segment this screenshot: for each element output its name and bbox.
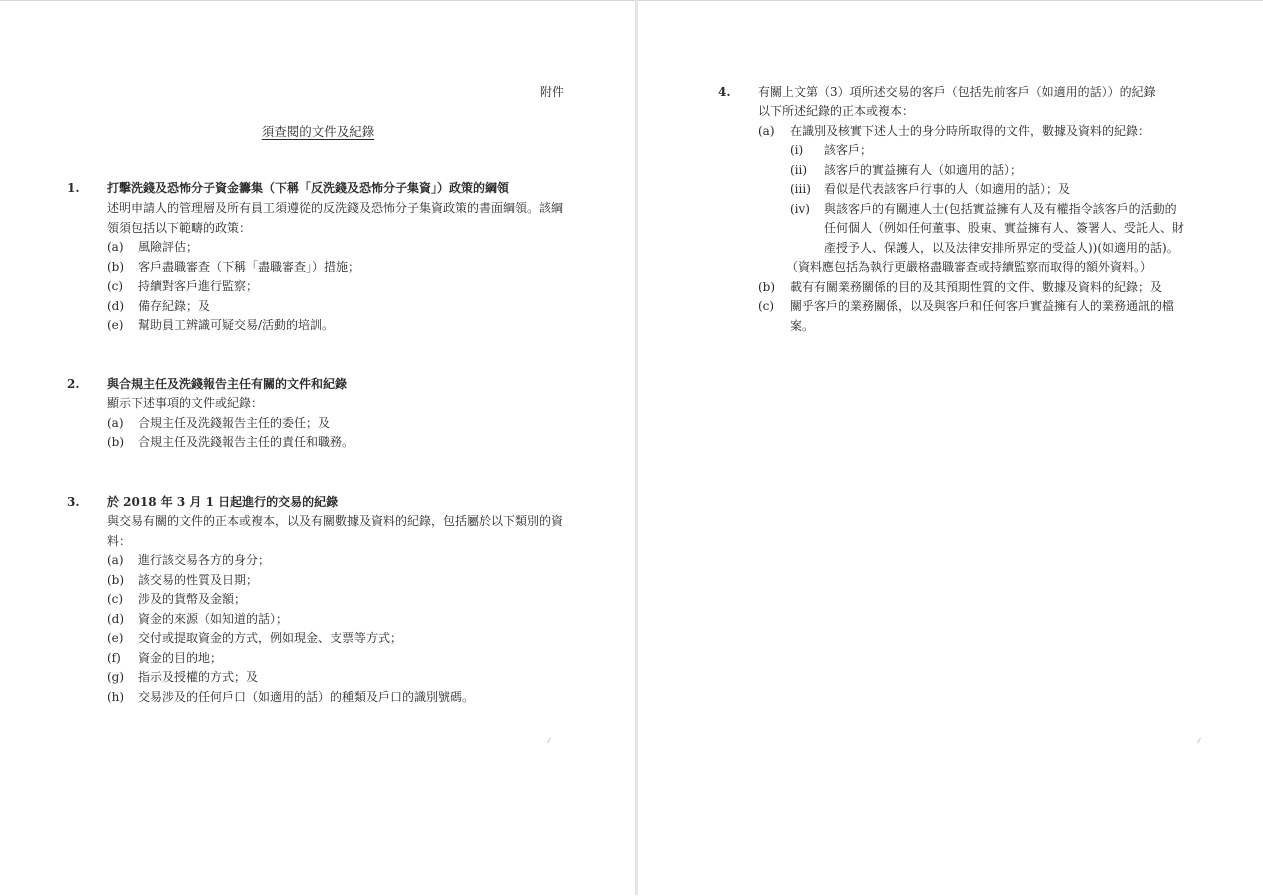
item-label: (c) [107,279,124,293]
section-number: 3. [67,495,80,509]
item-label: (a) [758,124,775,138]
item-label: (h) [107,690,125,704]
item-text: 資金的來源（如知道的話）； [138,612,289,626]
subitem-text: 該客戶的實益擁有人（如適用的話）； [824,163,1023,177]
subitem-label: (iv) [790,202,810,216]
list-item [107,238,198,258]
scan-speck [547,738,551,744]
item-text: 風險評估； [138,240,199,254]
item-text: 客戶盡職審查（下稱「盡職審查」）措施； [138,260,361,274]
list-item [107,551,270,571]
item-label: (a) [107,240,124,254]
subitem-text-continued: 任何個人（例如任何董事、股東、實益擁有人、簽署人、受託人、財 [824,221,1185,235]
item-text-continued: 案。 [790,319,815,333]
section-intro: 以下所述紀錄的正本或複本： [758,104,915,118]
subitem-text-continued: 產授予人、保護人，以及法律安排所界定的受益人))(如適用的話)。 [824,241,1179,255]
list-item [107,649,222,669]
subitem-text: 看似是代表該客戶行事的人（如適用的話）；及 [824,182,1071,196]
list-item [107,297,210,317]
item-label: (b) [107,260,125,274]
sub-list-item [790,141,872,161]
section-title: 與合規主任及洗錢報告主任有關的文件和紀錄 [107,377,348,391]
subitem-label: (iii) [790,182,811,196]
sub-list-item [790,180,1070,200]
item-label: (b) [107,573,125,587]
list-item [758,122,1150,142]
list-item [107,668,258,688]
subitem-label: (i) [790,143,804,157]
item-text: 合規主任及洗錢報告主任的責任和職務。 [138,435,355,449]
sub-list-item [790,161,1022,181]
item-label: (g) [107,670,125,684]
item-text: 進行該交易各方的身分； [138,553,271,567]
item-text: 持續對客戶進行監察； [138,279,259,293]
item-label: (b) [758,280,776,294]
item-text: 關乎客戶的業務關係，以及與客戶和任何客戶實益擁有人的業務通訊的檔 [790,299,1175,313]
list-item [758,278,1162,298]
item-label: (f) [107,651,121,665]
list-item [107,316,334,336]
item-text: 交付或提取資金的方式，例如現金、支票等方式； [138,631,403,645]
item-label: (a) [107,553,124,567]
list-item [107,688,474,708]
item-text: 備存紀錄；及 [138,299,211,313]
item-label: (b) [107,435,125,449]
list-item [107,590,246,610]
section-title: 打擊洗錢及恐怖分子資金籌集（下稱「反洗錢及恐怖分子集資」）政策的綱領 [107,181,510,195]
page-right [638,0,1263,896]
section-intro: 與交易有關的文件的正本或複本，以及有關數據及資料的紀錄，包括屬於以下類別的資料： [107,514,564,548]
item-label: (d) [107,299,125,313]
section-intro: 述明申請人的管理層及所有員工須遵從的反洗錢及恐怖分子集資政策的書面綱領。該綱領須包括以下範疇的政策： [107,201,564,235]
subitem-text: 該客戶； [824,143,873,157]
scan-speck [1197,738,1201,744]
item-text: 交易涉及的任何戶口（如適用的話）的種類及戶口的識別號碼。 [138,690,475,704]
note-text: （資料應包括為執行更嚴格盡職審查或持續監察而取得的額外資料。） [786,260,1153,274]
item-label: (e) [107,318,124,332]
item-text: 載有有關業務關係的目的及其預期性質的文件、數據及資料的紀錄；及 [790,280,1163,294]
subitem-text: 與該客戶的有關連人士(包括實益擁有人及有權指令該客戶的活動的 [824,202,1177,216]
list-item [107,433,354,453]
item-label: (a) [107,416,124,430]
list-item [107,571,258,591]
item-text: 幫助員工辨識可疑交易/活動的培訓。 [138,318,335,332]
section-number: 2. [67,377,80,391]
item-text: 指示及授權的方式；及 [138,670,259,684]
sub-list-item [790,200,1177,220]
item-label: (c) [758,299,775,313]
section-intro: 顯示下述事項的文件或紀錄： [107,396,264,410]
item-label: (d) [107,612,125,626]
section-title: 於 2018 年 3 月 1 日起進行的交易的紀錄 [107,495,339,509]
section-title: 有關上文第（3）項所述交易的客戶（包括先前客戶（如適用的話））的紀錄 [758,85,1156,99]
list-item [107,258,360,278]
item-label: (e) [107,631,124,645]
item-text: 涉及的貨幣及金額； [138,592,247,606]
section-number: 4. [718,85,731,99]
item-text: 該交易的性質及日期； [138,573,259,587]
list-item [107,414,330,434]
list-item [758,297,1174,317]
item-text: 合規主任及洗錢報告主任的委任；及 [138,416,331,430]
item-text: 在識別及核實下述人士的身分時所取得的文件，數據及資料的紀錄： [790,124,1151,138]
document-title: 須查閱的文件及紀錄 [261,124,375,139]
annex-label: 附件 [539,85,564,99]
section-number: 1. [67,181,80,195]
subitem-label: (ii) [790,163,808,177]
item-text: 資金的目的地； [138,651,223,665]
list-item [107,610,288,630]
item-label: (c) [107,592,124,606]
list-item [107,277,258,297]
list-item [107,629,402,649]
